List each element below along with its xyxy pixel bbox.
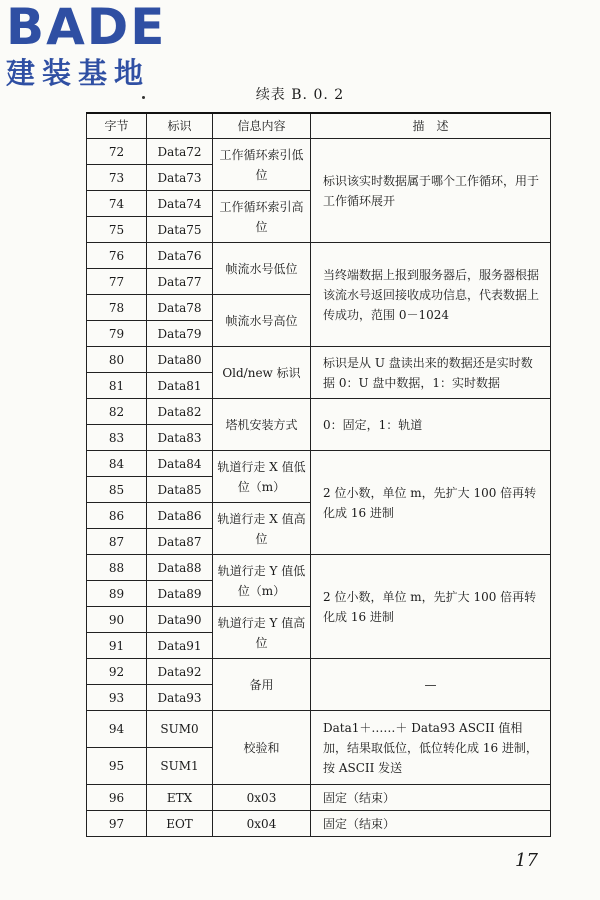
- cell-byte: 83: [87, 425, 147, 451]
- cell-id: Data77: [147, 269, 213, 295]
- cell-description: 2 位小数，单位 m，先扩大 100 倍再转化成 16 进制: [311, 555, 551, 659]
- cell-description: 标识是从 U 盘读出来的数据还是实时数据 0：U 盘中数据，1：实时数据: [311, 347, 551, 399]
- cell-info: 轨道行走 X 值高位: [213, 503, 311, 555]
- cell-id: Data80: [147, 347, 213, 373]
- cell-byte: 74: [87, 191, 147, 217]
- cell-byte: 80: [87, 347, 147, 373]
- cell-info: Old/new 标识: [213, 347, 311, 399]
- cell-byte: 96: [87, 785, 147, 811]
- header-description: 描 述: [311, 113, 551, 139]
- cell-info: 工作循环索引高位: [213, 191, 311, 243]
- logo-subtitle: 建装基地: [6, 56, 151, 90]
- cell-description: 0：固定，1：轨道: [311, 399, 551, 451]
- bade-logo: [6, 2, 181, 94]
- table-row: [87, 711, 551, 748]
- cell-byte: 90: [87, 607, 147, 633]
- header-byte: 字节: [87, 113, 147, 139]
- cell-byte: 89: [87, 581, 147, 607]
- logo-wordmark: BADE: [6, 0, 167, 56]
- table-caption: 续表 B. 0. 2: [255, 87, 345, 103]
- cell-info: 帧流水号低位: [213, 243, 311, 295]
- cell-byte: 78: [87, 295, 147, 321]
- cell-byte: 75: [87, 217, 147, 243]
- cell-byte: 87: [87, 529, 147, 555]
- cell-byte: 72: [87, 139, 147, 165]
- header-info: 信息内容: [213, 113, 311, 139]
- table-row: [87, 659, 551, 685]
- header-id: 标识: [147, 113, 213, 139]
- cell-id: Data82: [147, 399, 213, 425]
- cell-info: 校验和: [213, 711, 311, 785]
- cell-byte: 81: [87, 373, 147, 399]
- cell-byte: 95: [87, 748, 147, 785]
- cell-id: Data89: [147, 581, 213, 607]
- table-row: [87, 785, 551, 811]
- cell-id: Data72: [147, 139, 213, 165]
- cell-byte: 77: [87, 269, 147, 295]
- cell-id: Data84: [147, 451, 213, 477]
- cell-info: 0x04: [213, 811, 311, 837]
- cell-byte: 92: [87, 659, 147, 685]
- cell-id: Data92: [147, 659, 213, 685]
- cell-description: 固定（结束）: [311, 811, 551, 837]
- cell-byte: 88: [87, 555, 147, 581]
- cell-info: 轨道行走 Y 值高位: [213, 607, 311, 659]
- cell-id: Data83: [147, 425, 213, 451]
- cell-byte: 93: [87, 685, 147, 711]
- table-row: [87, 139, 551, 165]
- cell-description: 当终端数据上报到服务器后，服务器根据该流水号返回接收成功信息，代表数据上传成功，范围 0－1024: [311, 243, 551, 347]
- cell-info: 帧流水号高位: [213, 295, 311, 347]
- cell-id: SUM0: [147, 711, 213, 748]
- table-row: [87, 555, 551, 581]
- data-table: [86, 112, 551, 837]
- cell-description: 标识该实时数据属于哪个工作循环，用于工作循环展开: [311, 139, 551, 243]
- cell-id: Data85: [147, 477, 213, 503]
- cell-byte: 82: [87, 399, 147, 425]
- cell-info: 轨道行走 Y 值低位（m）: [213, 555, 311, 607]
- page-number: 17: [515, 850, 538, 871]
- cell-description: —: [311, 659, 551, 711]
- cell-info: 备用: [213, 659, 311, 711]
- cell-id: Data75: [147, 217, 213, 243]
- cell-id: Data73: [147, 165, 213, 191]
- cell-id: Data86: [147, 503, 213, 529]
- cell-info: 塔机安装方式: [213, 399, 311, 451]
- cell-description: Data1＋……＋ Data93 ASCII 值相加，结果取低位，低位转化成 16 进制，按 ASCII 发送: [311, 711, 551, 785]
- cell-byte: 79: [87, 321, 147, 347]
- cell-info: 0x03: [213, 785, 311, 811]
- cell-id: Data91: [147, 633, 213, 659]
- cell-id: Data90: [147, 607, 213, 633]
- table-row: [87, 243, 551, 269]
- cell-id: SUM1: [147, 748, 213, 785]
- cell-byte: 84: [87, 451, 147, 477]
- cell-id: Data78: [147, 295, 213, 321]
- cell-info: 轨道行走 X 值低位（m）: [213, 451, 311, 503]
- cell-byte: 73: [87, 165, 147, 191]
- cell-id: Data74: [147, 191, 213, 217]
- cell-description: 2 位小数，单位 m，先扩大 100 倍再转化成 16 进制: [311, 451, 551, 555]
- table-row: [87, 347, 551, 373]
- cell-byte: 97: [87, 811, 147, 837]
- cell-id: Data76: [147, 243, 213, 269]
- cell-byte: 91: [87, 633, 147, 659]
- cell-id: Data79: [147, 321, 213, 347]
- cell-byte: 85: [87, 477, 147, 503]
- cell-description: 固定（结束）: [311, 785, 551, 811]
- cell-byte: 86: [87, 503, 147, 529]
- cell-id: EOT: [147, 811, 213, 837]
- cell-id: Data81: [147, 373, 213, 399]
- cell-info: 工作循环索引低位: [213, 139, 311, 191]
- cell-id: ETX: [147, 785, 213, 811]
- table-row: [87, 811, 551, 837]
- cell-id: Data93: [147, 685, 213, 711]
- cell-byte: 76: [87, 243, 147, 269]
- table-row: [87, 451, 551, 477]
- table-row: [87, 399, 551, 425]
- cell-byte: 94: [87, 711, 147, 748]
- cell-id: Data88: [147, 555, 213, 581]
- cell-id: Data87: [147, 529, 213, 555]
